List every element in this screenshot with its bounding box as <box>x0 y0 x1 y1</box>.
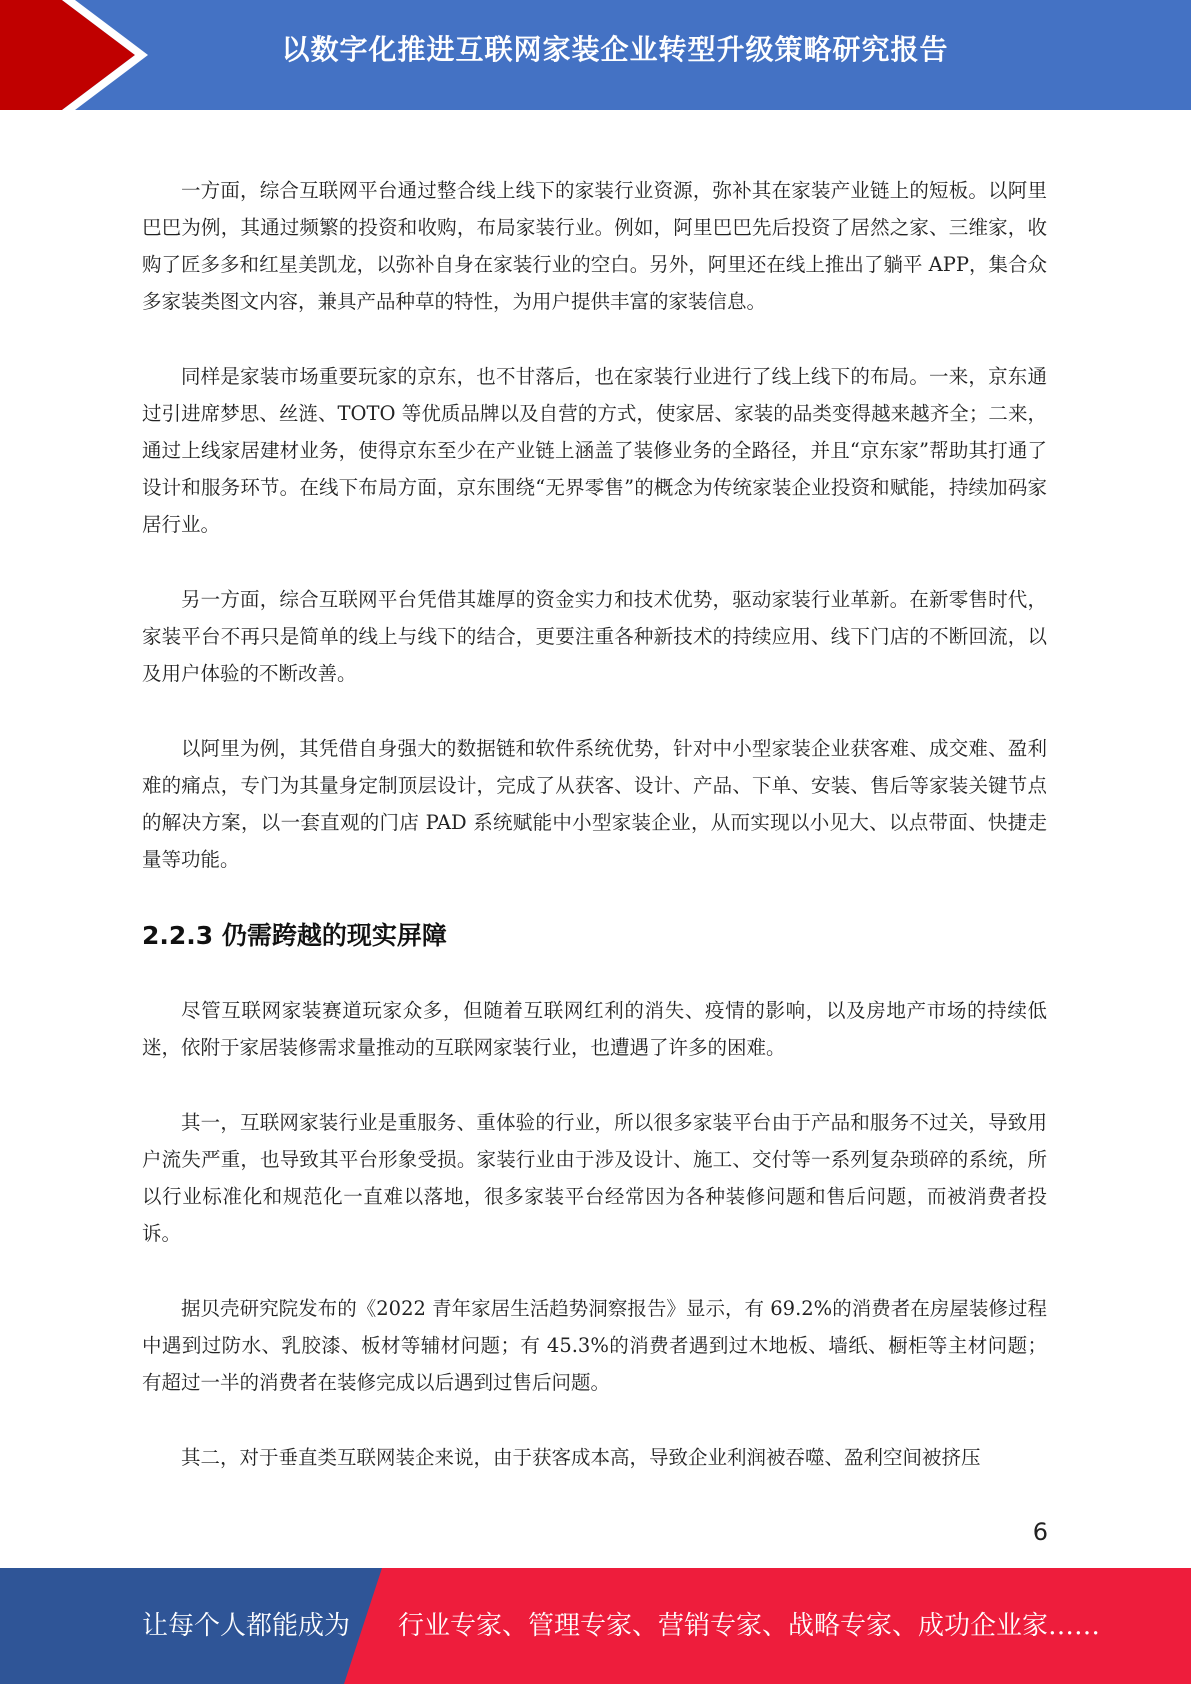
section-paragraph-2: 其一，互联网家装行业是重服务、重体验的行业，所以很多家装平台由于产品和服务不过关，导致用户流失严重，也导致其平台形象受损。家装行业由于涉及设计、施工、交付等一系列复杂琐碎的系统，所以行业标准化和规范化一直难以落地，很多家装平台经常因为各种装修问题和售后问题，而被消费者投诉。 <box>142 1111 1047 1245</box>
page-footer <box>0 1568 1191 1684</box>
paragraph-3: 另一方面，综合互联网平台凭借其雄厚的资金实力和技术优势，驱动家装行业革新。在新零售时代，家装平台不再只是简单的线上与线下的结合，更要注重各种新技术的持续应用、线下门店的不断回流，以及用户体验的不断改善。 <box>142 588 1047 685</box>
paragraph-1: 一方面，综合互联网平台通过整合线上线下的家装行业资源，弥补其在家装产业链上的短板。以阿里巴巴为例，其通过频繁的投资和收购，布局家装行业。例如，阿里巴巴先后投资了居然之家、三维家，收购了匠多多和红星美凯龙，以弥补自身在家装行业的空白。另外，阿里还在线上推出了躺平 APP，集合众多家装类图文内容，兼具产品种草的特性，为用户提供丰富的家装信息。 <box>142 179 1047 313</box>
section-heading: 2.2.3 仍需跨越的现实屏障 <box>142 921 447 950</box>
page-header <box>0 0 1191 110</box>
paragraph-2: 同样是家装市场重要玩家的京东，也不甘落后，也在家装行业进行了线上线下的布局。一来，京东通过引进席梦思、丝涟、TOTO 等优质品牌以及自营的方式，使家居、家装的品类变得越来越齐全；二来，通过上线家居建材业务，使得京东至少在产业链上涵盖了装修业务的全路径，并且“京东家”帮助其打通了设计和服务环节。在线下布局方面，京东围绕“无界零售”的概念为传统家装企业投资和赋能，持续加码家居行业。 <box>142 365 1047 536</box>
section-paragraph-1: 尽管互联网家装赛道玩家众多，但随着互联网红利的消失、疫情的影响，以及房地产市场的持续低迷，依附于家居装修需求量推动的互联网家装行业，也遭遇了许多的困难。 <box>142 999 1047 1059</box>
footer-slogan-left: 让每个人都能成为 <box>142 1611 351 1641</box>
page-number: 6 <box>1032 1518 1048 1546</box>
report-title: 以数字化推进互联网家装企业转型升级策略研究报告 <box>281 33 949 66</box>
section-paragraph-3: 据贝壳研究院发布的《2022 青年家居生活趋势洞察报告》显示，有 69.2%的消费者在房屋装修过程中遇到过防水、乳胶漆、板材等辅材问题；有 45.3%的消费者遇到过木地板、墙纸、橱柜等主材问题；有超过一半的消费者在装修完成以后遇到过售后问题。 <box>142 1297 1047 1394</box>
section-paragraph-4: 其二，对于垂直类互联网装企来说，由于获客成本高，导致企业利润被吞噬、盈利空间被挤压 <box>181 1446 981 1469</box>
footer-slogan-right: 行业专家、管理专家、营销专家、战略专家、成功企业家…… <box>398 1611 1101 1641</box>
paragraph-4: 以阿里为例，其凭借自身强大的数据链和软件系统优势，针对中小型家装企业获客难、成交难、盈利难的痛点，专门为其量身定制顶层设计，完成了从获客、设计、产品、下单、安装、售后等家装关键节点的解决方案，以一套直观的门店 PAD 系统赋能中小型家装企业，从而实现以小见大、以点带面、快捷走量等功能。 <box>142 737 1047 871</box>
main-content <box>142 172 1047 1514</box>
